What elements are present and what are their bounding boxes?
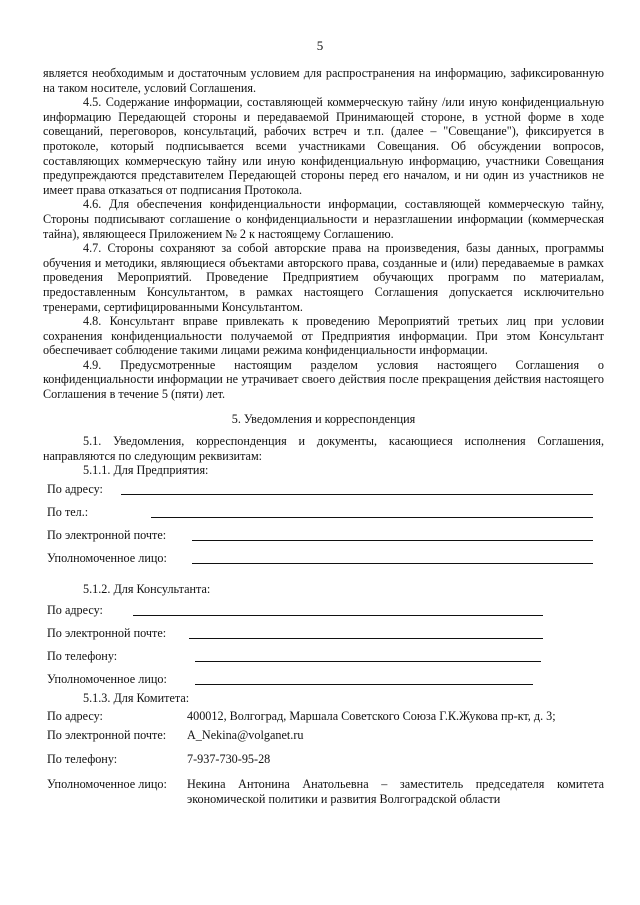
enterprise-email-field[interactable]	[192, 540, 593, 541]
committee-phone-row	[43, 752, 604, 767]
committee-rep-value: Некина Антонина Анатольевна – заместитель председателя комитета экономической политики и развития Волгоградской области	[187, 777, 604, 806]
enterprise-phone-field[interactable]	[151, 517, 593, 518]
subsection-5-1-2: 5.1.2. Для Консультанта:	[83, 582, 211, 597]
paragraph-continuation: является необходимым и достаточным условием для распространения на информацию, зафиксированную на таком носителе, условий Соглашения.	[43, 66, 604, 95]
subsection-5-1-1: 5.1.1. Для Предприятия:	[83, 463, 209, 478]
consultant-phone-field[interactable]	[195, 661, 541, 662]
enterprise-rep-label: Уполномоченное лицо:	[47, 551, 167, 566]
committee-email-label: По электронной почте:	[47, 727, 167, 742]
committee-address-row	[43, 709, 604, 724]
consultant-rep-field[interactable]	[195, 684, 533, 685]
committee-address-value: 400012, Волгоград, Маршала Советского Союза Г.К.Жукова пр-кт, д. 3;	[187, 709, 556, 724]
enterprise-rep-field[interactable]	[192, 563, 593, 564]
consultant-email-row	[43, 622, 604, 645]
page-number: 5	[316, 38, 324, 53]
paragraph-4-7: 4.7. Стороны сохраняют за собой авторские права на произведения, базы данных, программы обучения и методики, являющиеся объектами авторского права, созданные и (или) передаваемые в рамках проведения Мероприятий. Проведение Предприятием обучающих программ по материалам, предоставленным Консультантом, в рамках настоящего Соглашения допускается исключительно тренерами, сертифицированными Консультантом.	[43, 241, 604, 314]
enterprise-address-row	[43, 478, 604, 501]
paragraph-4-9: 4.9. Предусмотренные настоящим разделом условия настоящего Соглашения о конфиденциальности информации не утрачивает своего действия после прекращения действия настоящего Соглашения в течение 5 (пяти) лет.	[43, 357, 604, 402]
committee-rep-row	[43, 777, 604, 806]
enterprise-email-row	[43, 524, 604, 547]
enterprise-email-label: По электронной почте:	[47, 528, 167, 543]
consultant-phone-label: По телефону:	[47, 649, 118, 664]
enterprise-phone-label: По тел.:	[47, 505, 89, 520]
committee-phone-value: 7-937-730-95-28	[187, 752, 271, 767]
enterprise-phone-row	[43, 501, 604, 524]
consultant-address-row	[43, 599, 604, 622]
consultant-email-label: По электронной почте:	[47, 626, 167, 641]
committee-rep-label: Уполномоченное лицо:	[47, 777, 167, 791]
consultant-rep-row	[43, 668, 604, 691]
committee-email-value: A_Nekina@volganet.ru	[187, 727, 304, 742]
consultant-address-label: По адресу:	[47, 603, 103, 618]
document-body	[43, 66, 604, 806]
enterprise-address-label: По адресу:	[47, 482, 103, 497]
section-5-heading: 5. Уведомления и корреспонденция	[231, 411, 416, 426]
consultant-address-field[interactable]	[133, 615, 543, 616]
enterprise-address-field[interactable]	[121, 494, 593, 495]
consultant-email-field[interactable]	[189, 638, 543, 639]
paragraph-4-6: 4.6. Для обеспечения конфиденциальности информации, составляющей коммерческую тайну, Стороны подписывают соглашение о конфиденциальности и неразглашении информации (коммерческая тайна), являющееся Приложением № 2 к настоящему Соглашению.	[43, 197, 604, 241]
committee-email-row	[43, 728, 604, 743]
committee-address-label: По адресу:	[47, 709, 103, 724]
paragraph-4-5: 4.5. Содержание информации, составляющей коммерческую тайну /или иную конфиденциальную информацию Передающей стороны и передаваемой Принимающей стороне, в устной форме в ходе совещаний, переговоров, консультаций, рабочих встреч и т.п. (далее – "Совещание"), фиксируется в протоколе, который подписывается всеми участниками Совещания. Об обсуждении вопросов, составляющих коммерческую тайну или иную конфиденциальную информацию, участники Совещания предупреждаются представителем Передающей стороны перед его началом, и ни один из участников не имеет права отказаться от подписания Протокола.	[43, 95, 604, 197]
committee-phone-label: По телефону:	[47, 752, 118, 767]
consultant-phone-row	[43, 645, 604, 668]
enterprise-rep-row	[43, 547, 604, 570]
paragraph-4-8: 4.8. Консультант вправе привлекать к проведению Мероприятий третьих лиц при условии сохранения конфиденциальности получаемой от Предприятия информации. При этом Консультант обеспечивает соблюдение такими лицами режима конфиденциальности информации.	[43, 314, 604, 358]
consultant-rep-label: Уполномоченное лицо:	[47, 672, 167, 687]
paragraph-5-1: 5.1. Уведомления, корреспонденция и документы, касающиеся исполнения Соглашения, направляются по следующим реквизитам:	[43, 434, 604, 463]
subsection-5-1-3: 5.1.3. Для Комитета:	[83, 690, 190, 705]
